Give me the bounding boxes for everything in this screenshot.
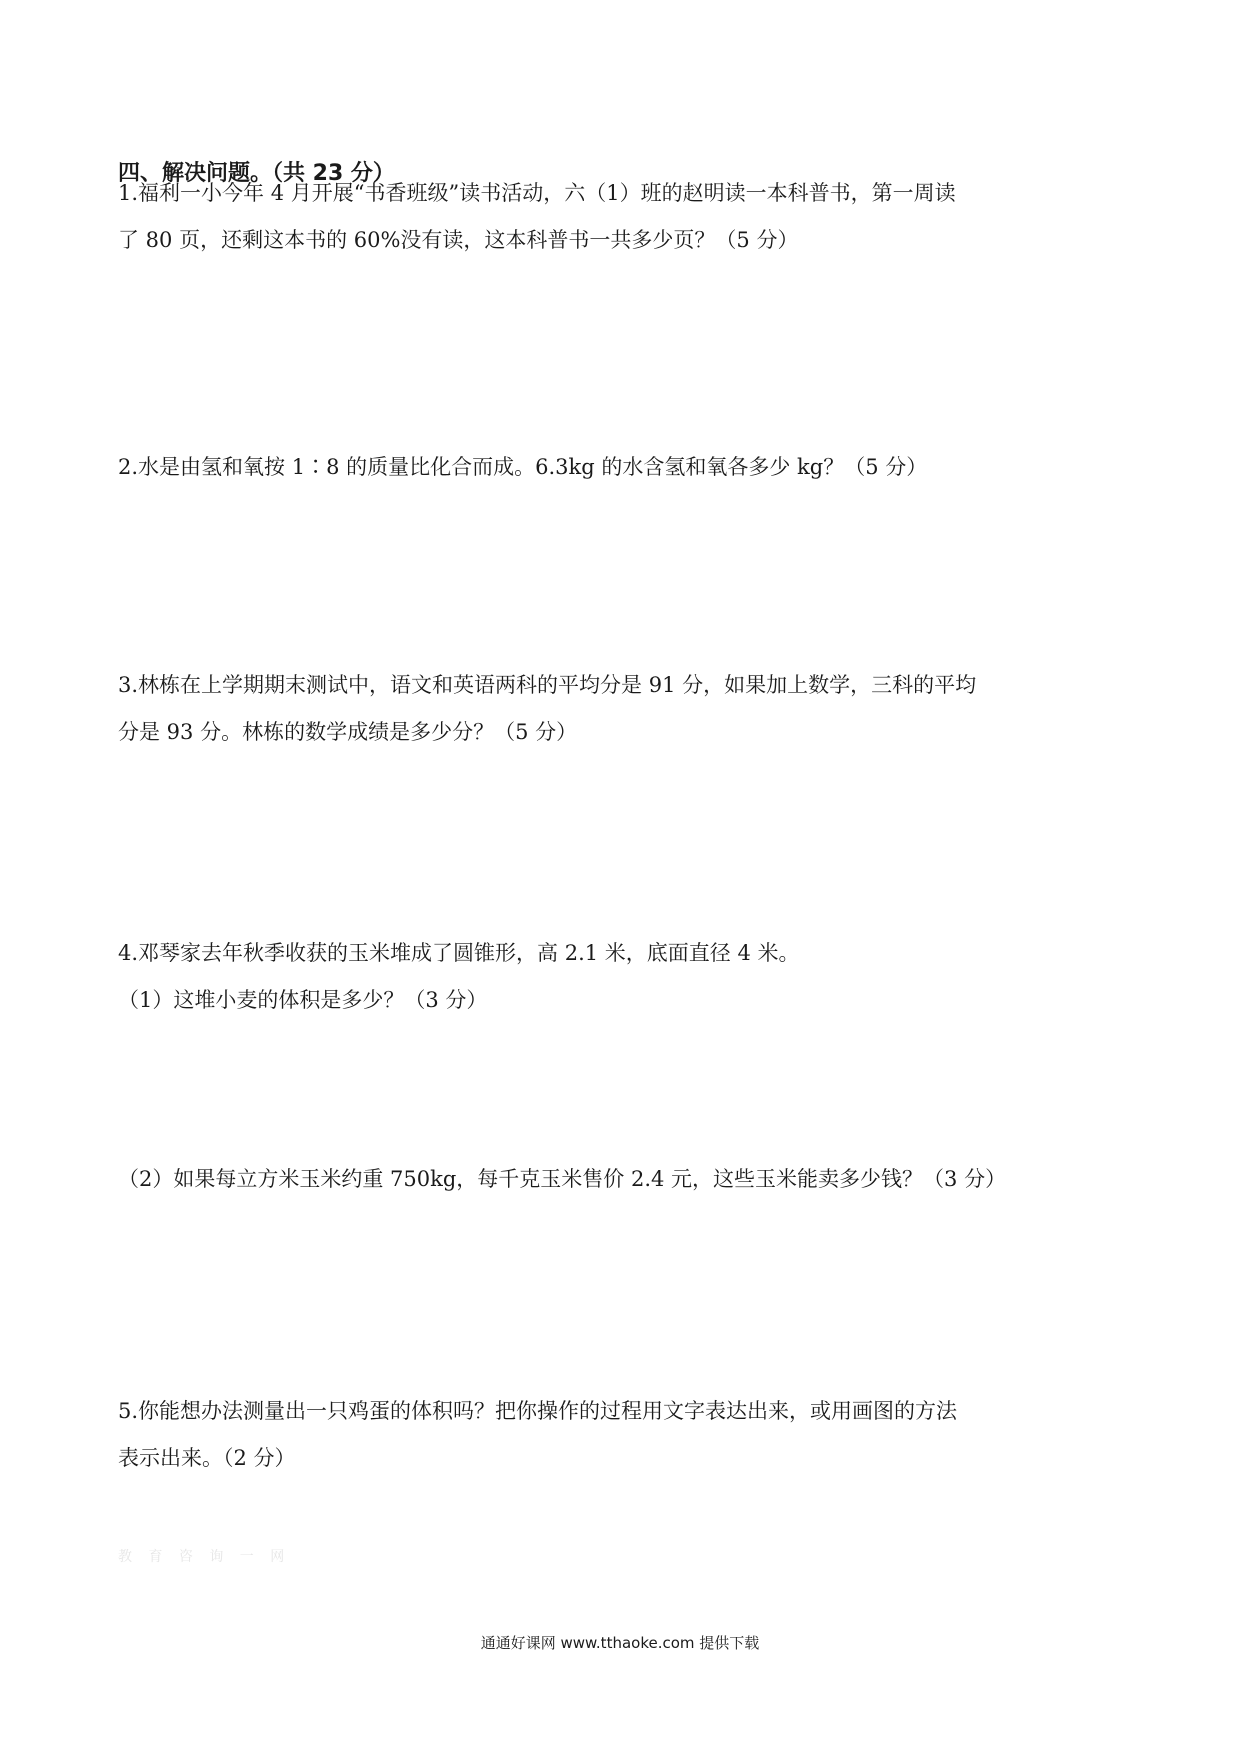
question-5-line-1: 5.你能想办法测量出一只鸡蛋的体积吗？把你操作的过程用文字表达出来，或用画图的方法 bbox=[118, 1399, 958, 1423]
page-footer: 通通好课网 www.tthaoke.com 提供下载 bbox=[480, 1634, 760, 1652]
section-heading: 四、解决问题。（共 23 分） bbox=[118, 161, 395, 186]
question-3 bbox=[118, 662, 1128, 756]
question-3-line-2: 分是 93 分。林栋的数学成绩是多少分？（5 分） bbox=[118, 720, 578, 744]
question-4 bbox=[118, 930, 1128, 1024]
question-2-line-1: 2.水是由氢和氧按 1∶8 的质量比化合而成。6.3kg 的水含氢和氧各多少 kg？（5 分） bbox=[118, 455, 928, 479]
question-4-sub-2: （2）如果每立方米玉米约重 750kg，每千克玉米售价 2.4 元，这些玉米能卖多少钱？（3 分） bbox=[118, 1167, 1007, 1191]
question-4-stem: 4.邓琴家去年秋季收获的玉米堆成了圆锥形，高 2.1 米，底面直径 4 米。 bbox=[118, 941, 800, 965]
faint-watermark-text: 教 育 咨 询 一 网 bbox=[118, 1549, 291, 1565]
question-4-part-2 bbox=[118, 1156, 1128, 1203]
question-4-sub-1: （1）这堆小麦的体积是多少？（3 分） bbox=[118, 988, 488, 1012]
question-1-line-2: 了 80 页，还剩这本书的 60%没有读，这本科普书一共多少页？（5 分） bbox=[118, 228, 799, 252]
question-1 bbox=[118, 170, 1128, 264]
question-5 bbox=[118, 1388, 1128, 1482]
question-2 bbox=[118, 444, 1128, 491]
question-3-line-1: 3.林栋在上学期期末测试中，语文和英语两科的平均分是 91 分，如果加上数学，三科的平均 bbox=[118, 673, 977, 697]
question-5-line-2: 表示出来。（2 分） bbox=[118, 1446, 296, 1470]
question-1-line-1: 1.福利一小今年 4 月开展“书香班级”读书活动，六（1）班的赵明读一本科普书，第一周读 bbox=[118, 181, 956, 205]
